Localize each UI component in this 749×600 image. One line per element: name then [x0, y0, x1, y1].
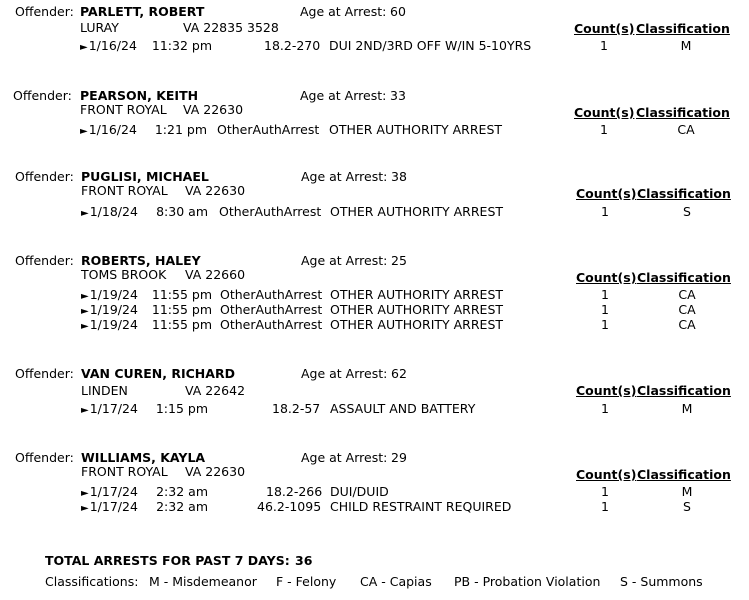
offender-label: Offender: — [15, 366, 74, 381]
counts-header: Count(s) — [574, 21, 635, 36]
offender-name: WILLIAMS, KAYLA — [81, 450, 206, 465]
arrow-icon: ► — [80, 126, 88, 137]
classification-header: Classification — [637, 383, 731, 398]
age-label: Age at Arrest: — [300, 88, 387, 103]
offender-label: Offender: — [15, 4, 74, 19]
charge-date: 1/18/24 — [89, 204, 138, 219]
age-label: Age at Arrest: — [301, 450, 388, 465]
charge-code: OtherAuthArrest — [220, 302, 323, 317]
charge-code: OtherAuthArrest — [220, 287, 323, 302]
offender-state-zip: VA 22642 — [185, 383, 246, 398]
legend-item: CA - Capias — [360, 574, 432, 589]
charge-classification: M — [681, 401, 693, 416]
classifications-label: Classifications: — [45, 574, 139, 589]
offender-city: FRONT ROYAL — [81, 464, 168, 479]
offender-label: Offender: — [15, 253, 74, 268]
charge-time: 2:32 am — [156, 484, 208, 499]
arrow-icon: ► — [81, 405, 89, 416]
charge-description: OTHER AUTHORITY ARREST — [329, 122, 503, 137]
classification-header: Classification — [637, 186, 731, 201]
offender-city: FRONT ROYAL — [80, 102, 167, 117]
charge-code: OtherAuthArrest — [219, 204, 322, 219]
charge-count: 1 — [601, 401, 609, 416]
charge-time: 11:55 pm — [151, 287, 212, 302]
age-value: 33 — [390, 88, 406, 103]
charge-count: 1 — [601, 204, 609, 219]
offender-label: Offender: — [13, 88, 72, 103]
offender-state-zip: VA 22835 3528 — [183, 20, 279, 35]
arrow-icon: ► — [81, 503, 89, 514]
offender-label: Offender: — [15, 169, 74, 184]
charge-time: 11:55 pm — [151, 317, 212, 332]
offender-name: PUGLISI, MICHAEL — [81, 169, 209, 184]
offender-state-zip: VA 22630 — [183, 102, 244, 117]
offender-state-zip: VA 22660 — [185, 267, 246, 282]
offender-city: LURAY — [80, 20, 119, 35]
charge-date: 1/16/24 — [88, 122, 137, 137]
charge-date: 1/19/24 — [89, 302, 138, 317]
charge-classification: S — [683, 204, 691, 219]
charge-description: CHILD RESTRAINT REQUIRED — [330, 499, 512, 514]
charge-description: OTHER AUTHORITY ARREST — [330, 302, 504, 317]
charge-description: OTHER AUTHORITY ARREST — [330, 204, 504, 219]
total-arrests-label: TOTAL ARRESTS FOR PAST 7 DAYS: — [45, 553, 290, 568]
charge-count: 1 — [600, 38, 608, 53]
offender-city: TOMS BROOK — [81, 267, 167, 282]
offender-state-zip: VA 22630 — [185, 183, 246, 198]
arrow-icon: ► — [81, 306, 89, 317]
offender-name: PEARSON, KEITH — [80, 88, 199, 103]
charge-count: 1 — [601, 317, 609, 332]
charge-date: 1/17/24 — [89, 499, 138, 514]
charge-time: 11:32 pm — [151, 38, 212, 53]
classification-header: Classification — [636, 105, 730, 120]
charge-code: OtherAuthArrest — [217, 122, 320, 137]
charge-count: 1 — [601, 499, 609, 514]
age-value: 25 — [391, 253, 407, 268]
charge-date: 1/19/24 — [89, 317, 138, 332]
charge-classification: CA — [678, 317, 696, 332]
charge-time: 1:15 pm — [155, 401, 208, 416]
charge-description: OTHER AUTHORITY ARREST — [330, 287, 504, 302]
charge-code: 46.2-1095 — [257, 499, 322, 514]
charge-count: 1 — [600, 122, 608, 137]
charge-count: 1 — [601, 484, 609, 499]
offender-city: FRONT ROYAL — [81, 183, 168, 198]
age-label: Age at Arrest: — [300, 4, 387, 19]
charge-classification: M — [681, 484, 693, 499]
legend-item: F - Felony — [276, 574, 337, 589]
age-label: Age at Arrest: — [301, 253, 388, 268]
charge-description: DUI/DUID — [330, 484, 389, 499]
total-arrests-value: 36 — [295, 553, 313, 568]
charge-date: 1/19/24 — [89, 287, 138, 302]
offender-name: VAN CUREN, RICHARD — [81, 366, 235, 381]
charge-classification: S — [683, 499, 691, 514]
offender-state-zip: VA 22630 — [185, 464, 246, 479]
charge-time: 2:32 am — [156, 499, 208, 514]
charge-count: 1 — [601, 287, 609, 302]
arrow-icon: ► — [81, 321, 89, 332]
age-label: Age at Arrest: — [301, 169, 388, 184]
charge-date: 1/17/24 — [89, 401, 138, 416]
charge-description: OTHER AUTHORITY ARREST — [330, 317, 504, 332]
offender-label: Offender: — [15, 450, 74, 465]
charge-date: 1/17/24 — [89, 484, 138, 499]
charge-time: 1:21 pm — [154, 122, 207, 137]
counts-header: Count(s) — [576, 270, 637, 285]
charge-classification: CA — [677, 122, 695, 137]
classification-header: Classification — [637, 467, 731, 482]
charge-classification: CA — [678, 302, 696, 317]
charge-description: ASSAULT AND BATTERY — [330, 401, 476, 416]
charge-code: OtherAuthArrest — [220, 317, 323, 332]
charge-description: DUI 2ND/3RD OFF W/IN 5-10YRS — [329, 38, 532, 53]
charge-count: 1 — [601, 302, 609, 317]
charge-time: 11:55 pm — [151, 302, 212, 317]
counts-header: Count(s) — [576, 186, 637, 201]
counts-header: Count(s) — [576, 467, 637, 482]
legend-item: M - Misdemeanor — [149, 574, 257, 589]
classification-header: Classification — [636, 21, 730, 36]
offender-name: PARLETT, ROBERT — [80, 4, 205, 19]
arrow-icon: ► — [80, 42, 88, 53]
legend-item: S - Summons — [620, 574, 703, 589]
charge-code: 18.2-270 — [264, 38, 321, 53]
age-label: Age at Arrest: — [301, 366, 388, 381]
counts-header: Count(s) — [576, 383, 637, 398]
charge-classification: CA — [678, 287, 696, 302]
arrow-icon: ► — [81, 208, 89, 219]
charge-time: 8:30 am — [156, 204, 208, 219]
legend-item: PB - Probation Violation — [454, 574, 601, 589]
age-value: 29 — [391, 450, 407, 465]
age-value: 60 — [390, 4, 406, 19]
charge-code: 18.2-266 — [266, 484, 323, 499]
offender-city: LINDEN — [81, 383, 128, 398]
charge-date: 1/16/24 — [88, 38, 137, 53]
charge-code: 18.2-57 — [272, 401, 321, 416]
classification-header: Classification — [637, 270, 731, 285]
offender-name: ROBERTS, HALEY — [81, 253, 201, 268]
age-value: 38 — [391, 169, 407, 184]
arrow-icon: ► — [81, 291, 89, 302]
age-value: 62 — [391, 366, 407, 381]
counts-header: Count(s) — [574, 105, 635, 120]
arrow-icon: ► — [81, 488, 89, 499]
charge-classification: M — [680, 38, 692, 53]
